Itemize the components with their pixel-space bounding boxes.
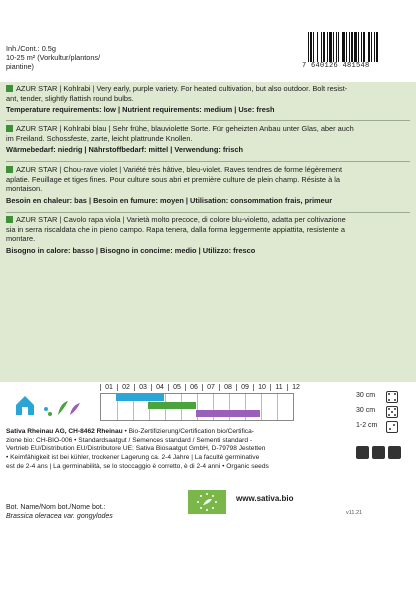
section-line: sia in serra riscaldata che in pieno campo. Rapa tenera, dalla forma leggermente appiattita, resistente a — [6, 224, 345, 234]
month-label: 11 — [270, 384, 287, 391]
section-line: montaison. — [6, 184, 43, 194]
section-requirements: Bisogno in calore: basso | Bisogno in concime: medio | Utilizzo: fresco — [6, 245, 256, 255]
calendar-icons — [14, 393, 84, 419]
barcode-digits: 7 640126 481548 — [302, 62, 370, 70]
square-marker-icon — [6, 216, 13, 223]
divider — [6, 212, 410, 213]
recycle-icon — [356, 446, 369, 459]
section-it — [6, 215, 410, 255]
recycle-icon — [372, 446, 385, 459]
section-line: AZUR STAR | Kohlrabi | Very early, purple variety. For heated cultivation, but also outdoor. Bolt resist- — [16, 84, 348, 93]
cultivation-area-2: piantine) — [6, 62, 34, 71]
section-requirements: Wärmebedarf: niedrig | Nährstoffbedarf: mittel | Verwendung: frisch — [6, 145, 243, 155]
month-label: 04 — [151, 384, 168, 391]
month-label: 02 — [117, 384, 134, 391]
barcode — [302, 32, 410, 70]
company-name: Sativa Rheinau AG, CH-8462 Rheinau — [6, 428, 123, 435]
barcode-bars — [308, 32, 408, 62]
row-spacing-icon — [386, 391, 398, 403]
botanical-name-block — [6, 503, 113, 521]
section-line: im Freiland. Schossfeste, zarte, leicht plattrunde Knollen. — [6, 133, 193, 143]
section-line: AZUR STAR | Chou-rave violet | Variété très hâtive, bleu-violet. Raves tendres de forme légèrement — [16, 165, 343, 174]
row-spacing: 30 cm — [356, 392, 376, 399]
company-info: Sativa Rheinau AG, CH-8462 Rheinau • Bio-Zertifizierung/Certification bio/Certifica- zione bio: CH-BIO-006 • Standardsaatgut / Semences standard / Sementi standard - Vertrieb EU/Distribution EU/Distributore UE: Sativa Biosaatgut GmbH, D-79798 Jestetten • Keimfähigkeit ist bei kühler, trockener Lagerung ca. 2-4 Jahre | La faculté germinative est de 2-4 ans | La germinabilità, se lo stoccaggio è corretto, è di 2-4 anni • Organic seeds — [6, 428, 269, 470]
plant-spacing-icon — [386, 406, 398, 418]
sowing-depth: 1-2 cm — [356, 422, 378, 429]
month-label: 08 — [219, 384, 236, 391]
sowing-bar — [116, 394, 164, 401]
month-label: 10 — [253, 384, 270, 391]
package-info — [6, 44, 100, 71]
month-label: 06 — [185, 384, 202, 391]
botanical-name: Brassica oleracea var. gongylodes — [6, 513, 113, 520]
month-label: 07 — [202, 384, 219, 391]
divider — [6, 161, 410, 162]
website-link[interactable]: www.sativa.bio — [236, 494, 294, 503]
greenhouse-sow-plant-harvest-icon — [14, 393, 84, 419]
grid-line — [277, 394, 278, 420]
harvest-bar — [196, 410, 260, 417]
section-line: AZUR STAR | Kohlrabi blau | Sehr frühe, blauviolette Sorte. Für geheizten Anbau unter Glas, aber auch — [16, 124, 354, 133]
grid-line — [261, 394, 262, 420]
cultivation-area: 10-25 m² (Vorkultur/plantons/ — [6, 53, 101, 62]
section-line: montare. — [6, 234, 36, 244]
header-area — [0, 0, 416, 82]
month-label: 05 — [168, 384, 185, 391]
month-label: 09 — [236, 384, 253, 391]
month-label: 12 — [287, 384, 304, 391]
section-de — [6, 124, 410, 155]
month-label: 03 — [134, 384, 151, 391]
section-requirements: Temperature requirements: low | Nutrient requirements: medium | Use: fresh — [6, 105, 275, 115]
recycle-icon — [388, 446, 401, 459]
square-marker-icon — [6, 166, 13, 173]
section-requirements: Besoin en chaleur: bas | Besoin en fumure: moyen | Utilisation: consommation frais, primeur — [6, 195, 333, 205]
section-line: ant, tender, slightly flattish round bulbs. — [6, 93, 134, 103]
section-line: aplatie. Feuillage et tiges fines. Pour culture sous abri et première culture de plein champ. Résiste à la — [6, 174, 340, 184]
version-label: v11.21 — [346, 510, 363, 516]
recycling-icons — [352, 446, 412, 470]
planting-bar — [148, 402, 196, 409]
section-line: AZUR STAR | Cavolo rapa viola | Varietà molto precoce, di colore blu-violetto, adatta per coltivazione — [16, 215, 346, 224]
month-header — [100, 384, 304, 391]
botanical-label: Bot. Name/Nom bot./Nome bot.: — [6, 504, 106, 511]
plant-spacing: 30 cm — [356, 407, 376, 414]
square-marker-icon — [6, 85, 13, 92]
content-amount: Inh./Cont.: 0.5g — [6, 44, 56, 53]
section-fr — [6, 165, 410, 205]
barcode-bar — [378, 32, 379, 62]
square-marker-icon — [6, 125, 13, 132]
divider — [6, 120, 410, 121]
month-label: 01 — [100, 384, 117, 391]
eu-organic-logo-icon — [188, 490, 226, 514]
section-en — [6, 84, 410, 115]
